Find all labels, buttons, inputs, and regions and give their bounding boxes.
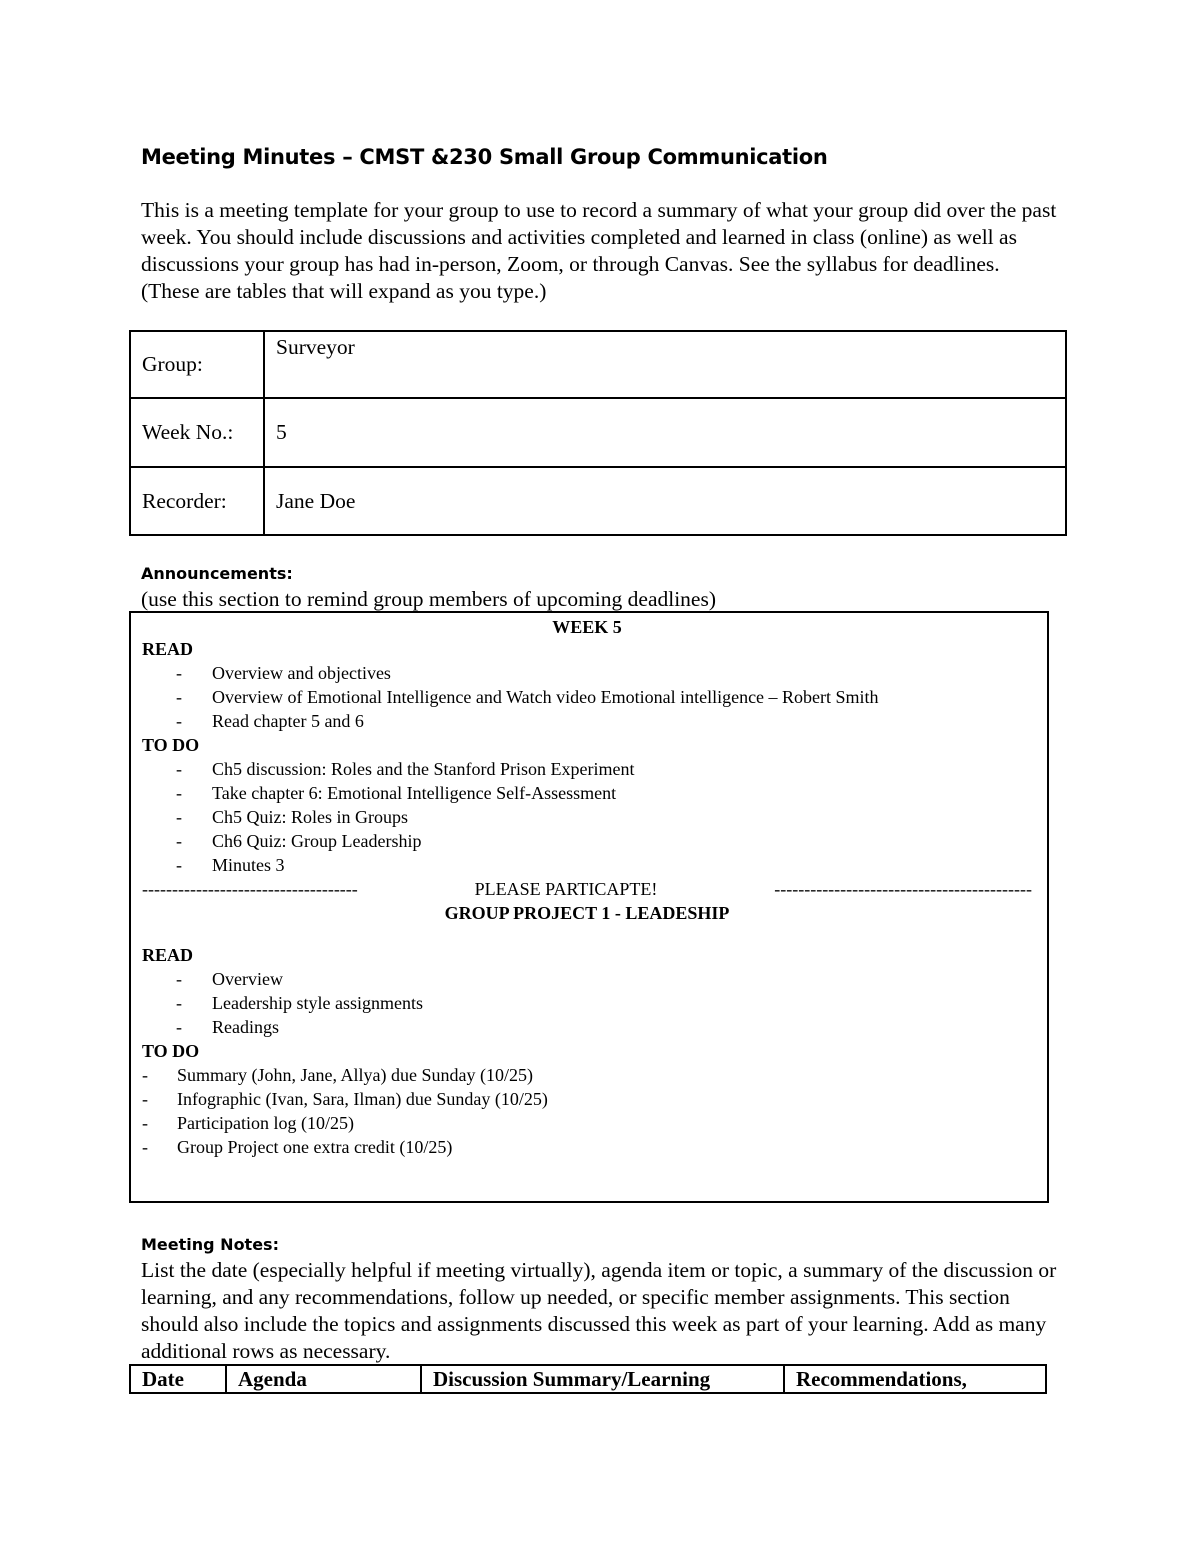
list-item: - Minutes 3 (142, 853, 1032, 877)
recorder-value[interactable]: Jane Doe (264, 467, 1066, 535)
column-header-recommendations: Recommendations, (784, 1365, 1046, 1393)
list-item: - Ch5 discussion: Roles and the Stanford Prison Experiment (142, 757, 1032, 781)
bullet-dash: - (142, 1137, 148, 1157)
intro-paragraph: This is a meeting template for your group to use to record a summary of what your group did over the past week. You should include discussions and activities completed and learned in class (online) as well as discussions your group has had in-person, Zoom, or through Canvas. See the syllabus for deadlines. (These are tables that will expand as you type.) (141, 198, 1057, 303)
list-item: - Overview of Emotional Intelligence and Watch video Emotional intelligence – Robert Smith (142, 685, 1032, 709)
list-item: - Group Project one extra credit (10/25) (142, 1137, 453, 1157)
group-value[interactable]: Surveyor (264, 331, 1066, 398)
bullet-dash: - (176, 1017, 182, 1037)
please-participate-text: PLEASE PARTICAPTE! (474, 879, 658, 899)
bullet-dash: - (176, 783, 182, 803)
list-item: - Take chapter 6: Emotional Intelligence Self-Assessment (142, 781, 1032, 805)
list-item: - Leadership style assignments (142, 991, 1032, 1015)
bullet-dash: - (176, 759, 182, 779)
bullet-dash: - (142, 1089, 148, 1109)
column-header-agenda: Agenda (226, 1365, 421, 1393)
table-row (130, 398, 1066, 467)
page-title: Meeting Minutes – CMST &230 Small Group Communication (141, 145, 828, 169)
bullet-dash: - (176, 663, 182, 683)
please-participate-line (142, 877, 1032, 901)
bullet-dash: - (176, 807, 182, 827)
read2-label: READ (142, 945, 194, 965)
todo-label: TO DO (142, 735, 200, 755)
spacer (142, 925, 1032, 943)
list-item: - Participation log (10/25) (142, 1113, 354, 1133)
column-header-discussion: Discussion Summary/Learning (421, 1365, 784, 1393)
todo2-label: TO DO (142, 1041, 200, 1061)
week-title: WEEK 5 (552, 617, 622, 637)
announcements-heading: Announcements: (141, 564, 293, 583)
list-item: - Read chapter 5 and 6 (142, 709, 1032, 733)
bullet-dash: - (176, 711, 182, 731)
bullet-dash: - (176, 993, 182, 1013)
bullet-dash: - (176, 855, 182, 875)
group-label: Group: (130, 331, 264, 398)
list-item: - Overview and objectives (142, 661, 1032, 685)
divider-left: ------------------------------------ (142, 879, 358, 899)
read-label: READ (142, 639, 194, 659)
divider-right: ------------------------------------------- (774, 879, 1032, 899)
list-item: - Ch5 Quiz: Roles in Groups (142, 805, 1032, 829)
notes-table (129, 1364, 1047, 1394)
week-value[interactable]: 5 (264, 398, 1066, 467)
bullet-dash: - (176, 687, 182, 707)
announcements-box[interactable] (129, 611, 1049, 1203)
project-title: GROUP PROJECT 1 - LEADESHIP (444, 903, 730, 923)
list-item: - Readings (142, 1015, 1032, 1039)
table-row (130, 331, 1066, 398)
table-header-row (130, 1365, 1046, 1393)
announcements-note: (use this section to remind group members of upcoming deadlines) (141, 587, 716, 611)
meeting-notes-heading: Meeting Notes: (141, 1235, 279, 1254)
list-item: - Overview (142, 967, 1032, 991)
list-item: - Ch6 Quiz: Group Leadership (142, 829, 1032, 853)
bullet-dash: - (142, 1065, 148, 1085)
table-row (130, 467, 1066, 535)
bullet-dash: - (176, 969, 182, 989)
recorder-label: Recorder: (130, 467, 264, 535)
column-header-date: Date (130, 1365, 226, 1393)
list-item: - Infographic (Ivan, Sara, Ilman) due Sunday (10/25) (142, 1089, 548, 1109)
week-label: Week No.: (130, 398, 264, 467)
list-item: - Summary (John, Jane, Allya) due Sunday (10/25) (142, 1065, 533, 1085)
meeting-notes-text: List the date (especially helpful if meeting virtually), agenda item or topic, a summary of the discussion or learning, and any recommendations, follow up needed, or specific member assignments. This section should also include the topics and assignments discussed this week as part of your learning. Add as many additional rows as necessary. (141, 1258, 1057, 1363)
bullet-dash: - (142, 1113, 148, 1133)
info-table (129, 330, 1067, 536)
bullet-dash: - (176, 831, 182, 851)
